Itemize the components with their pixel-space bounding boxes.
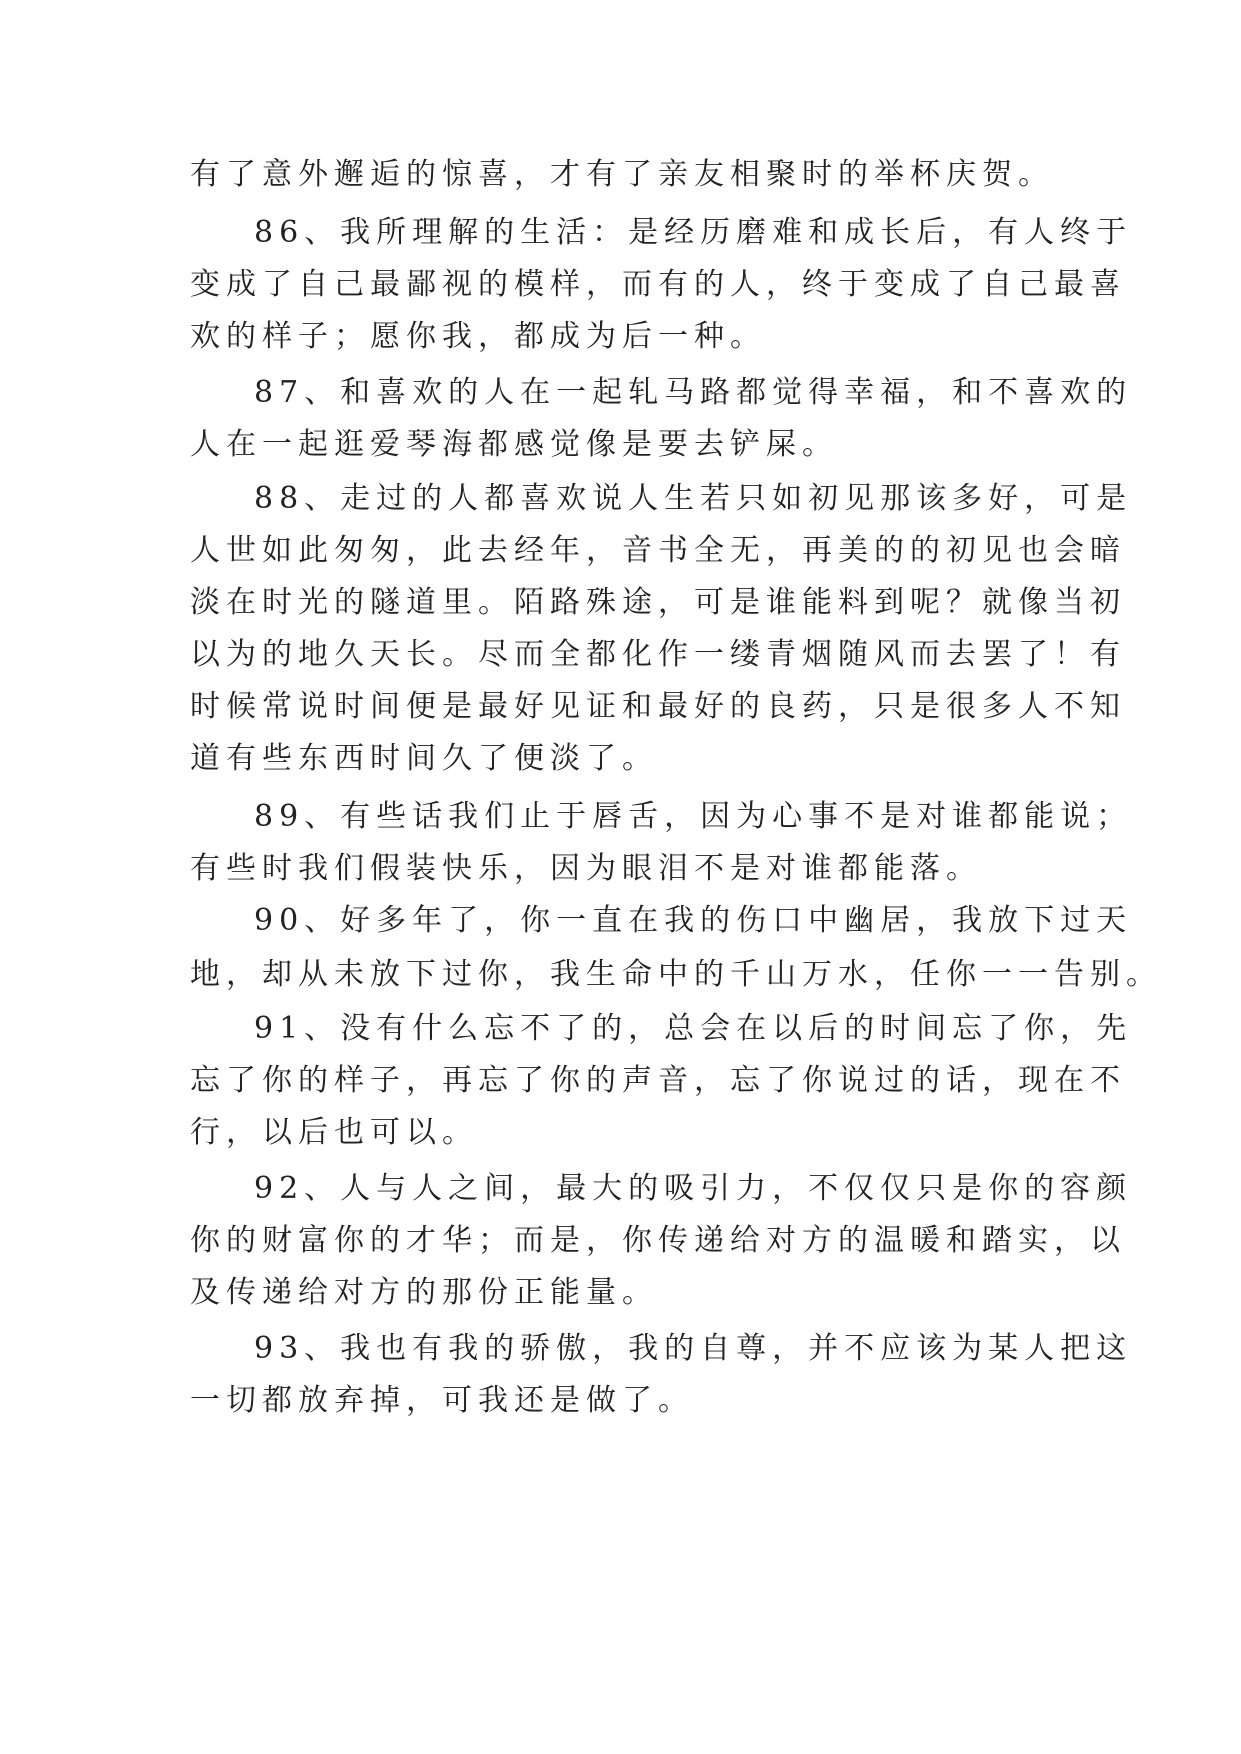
text-line: 人世如此匆匆，此去经年，音书全无，再美的的初见也会暗	[190, 533, 1126, 568]
text-line: 人在一起逛爱琴海都感觉像是要去铲屎。	[190, 427, 838, 462]
paragraph-92-line-1: 92、人与人之间，最大的吸引力，不仅仅只是你的容颜	[254, 1171, 1133, 1206]
paragraph-93-line-1: 93、我也有我的骄傲，我的自尊，并不应该为某人把这	[254, 1331, 1133, 1366]
text-line: 欢的样子；愿你我，都成为后一种。	[190, 319, 766, 354]
paragraph-88-line-1: 88、走过的人都喜欢说人生若只如初见那该多好，可是	[254, 481, 1133, 516]
text-line: 道有些东西时间久了便淡了。	[190, 741, 658, 776]
paragraph-91-line-1: 91、没有什么忘不了的，总会在以后的时间忘了你，先	[254, 1011, 1133, 1046]
text-line: 一切都放弃掉，可我还是做了。	[190, 1383, 694, 1418]
text-line: 你的财富你的才华；而是，你传递给对方的温暖和踏实，以	[190, 1223, 1126, 1258]
text-line: 地，却从未放下过你，我生命中的千山万水，任你一一告别。	[190, 957, 1162, 992]
paragraph-89-line-1: 89、有些话我们止于唇舌，因为心事不是对谁都能说；	[254, 799, 1133, 834]
text-line: 变成了自己最鄙视的模样，而有的人，终于变成了自己最喜	[190, 267, 1126, 302]
text-line: 有些时我们假装快乐，因为眼泪不是对谁都能落。	[190, 851, 982, 886]
text-line: 及传递给对方的那份正能量。	[190, 1275, 658, 1310]
text-line: 淡在时光的隧道里。陌路殊途，可是谁能料到呢？就像当初	[190, 585, 1126, 620]
text-line: 时候常说时间便是最好见证和最好的良药，只是很多人不知	[190, 689, 1126, 724]
paragraph-87-line-1: 87、和喜欢的人在一起轧马路都觉得幸福，和不喜欢的	[254, 375, 1133, 410]
text-line: 有了意外邂逅的惊喜，才有了亲友相聚时的举杯庆贺。	[190, 157, 1054, 192]
text-line: 以为的地久天长。尽而全都化作一缕青烟随风而去罢了！有	[190, 637, 1126, 672]
text-line: 忘了你的样子，再忘了你的声音，忘了你说过的话，现在不	[190, 1063, 1126, 1098]
paragraph-90-line-1: 90、好多年了，你一直在我的伤口中幽居，我放下过天	[254, 903, 1133, 938]
text-line: 行，以后也可以。	[190, 1115, 478, 1150]
paragraph-86-line-1: 86、我所理解的生活：是经历磨难和成长后，有人终于	[254, 215, 1133, 250]
